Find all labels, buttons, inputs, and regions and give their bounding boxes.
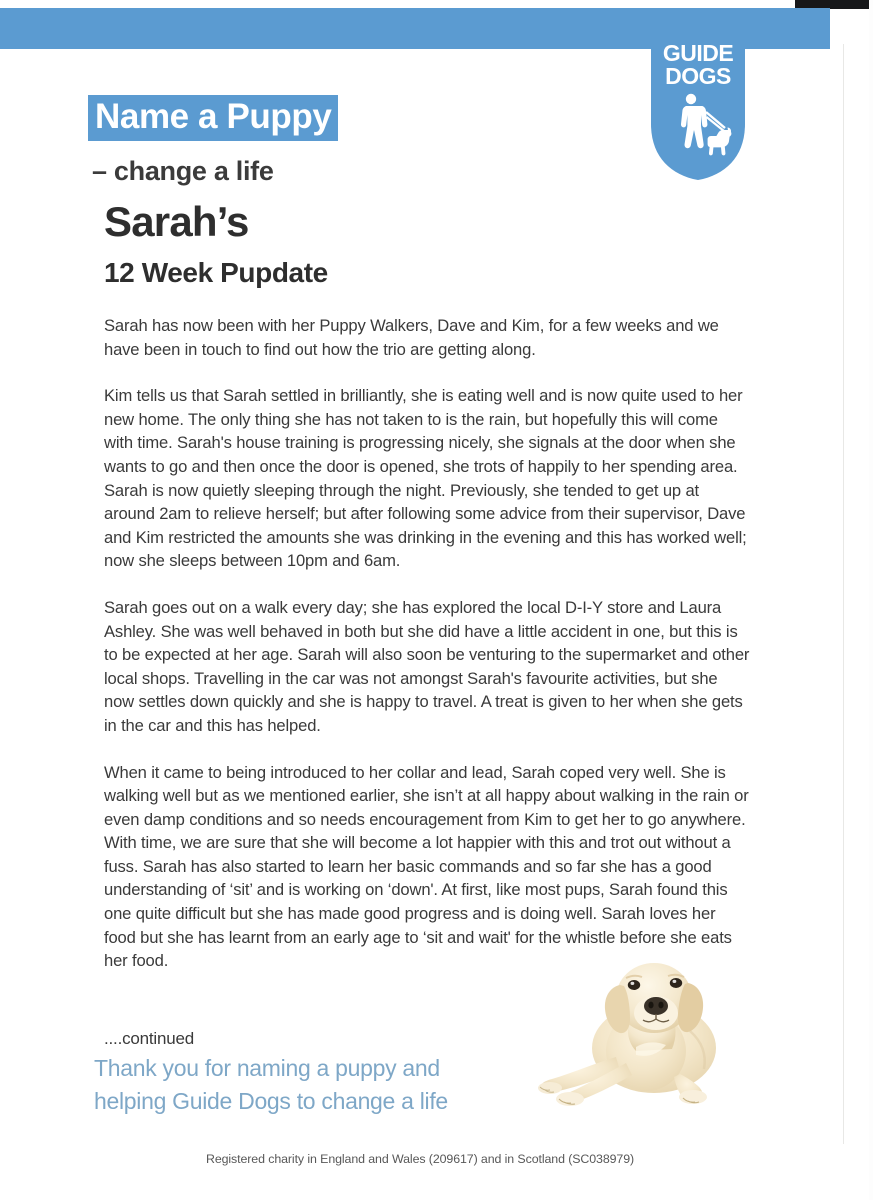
svg-text:GUIDE: GUIDE [662, 40, 734, 66]
update-title-heading: 12 Week Pupdate [104, 257, 328, 288]
thank-you-message [94, 1052, 524, 1118]
campaign-tagline: – change a life [92, 156, 274, 186]
body-paragraph: Sarah has now been with her Puppy Walkers, Dave and Kim, for a few weeks and we have been in touch to find out how the trio are getting along. [104, 316, 719, 359]
body-paragraph: Sarah goes out on a walk every day; she has explored the local D-I-Y store and Laura Ashley. She was well behaved in both but she did have a little accident in one, but this is to be expected at her age. Sarah will also soon be venturing to the supermarket and other local shops. Travelling in the car was not amongst Sarah's favourite activities, but she now settles down quickly and she is happy to travel. A treat is given to her when she gets in the car and this has helped. [104, 597, 750, 735]
guide-dogs-logo [651, 8, 745, 181]
continued-note: ....continued [104, 1029, 195, 1048]
puppy-photo [504, 951, 748, 1111]
campaign-title: Name a Puppy [88, 95, 338, 141]
body-copy [104, 314, 750, 973]
thank-you-line-2: helping Guide Dogs to change a life [94, 1088, 448, 1114]
charity-registration-footer: Registered charity in England and Wales (209617) and in Scotland (SC038979) [205, 1152, 635, 1166]
paper-edge-line [843, 44, 844, 1144]
body-paragraph: When it came to being introduced to her collar and lead, Sarah coped very well. She is walking well but as we mentioned earlier, she isn’t at all happy about walking in the rain or even damp conditions and so needs encouragement from Kim to get her to go anywhere. With time, we are sure that she will become a lot happier with this and trot out without a fuss. Sarah has also started to learn her basic commands and so far she has a good understanding of ‘sit’ and is working on ‘down'. At first, like most pups, Sarah found this one quite difficult but she has made good progress and is doing well. Sarah loves her food but she has learnt from an early age to ‘sit and wait' for the whistle before she eats her food. [104, 762, 749, 971]
svg-text:DOGS: DOGS [665, 63, 731, 89]
body-paragraph: Kim tells us that Sarah settled in brilliantly, she is eating well and is now quite used to her new home. The only thing she has not taken to is the rain, but hopefully this will come with time. Sarah's house training is progressing nicely, she signals at the door when she wants to go and then once the door is opened, she trots of happily to her spending area. Sarah is now quietly sleeping through the night. Previously, she tended to get up at around 2am to relieve herself; but after following some advice from their supervisor, Dave and Kim restricted the amounts she was drinking in the evening and this has worked well; now she sleeps between 10pm and 6am. [104, 386, 747, 571]
thank-you-line-1: Thank you for naming a puppy and [94, 1055, 440, 1081]
puppy-name-heading: Sarah’s [104, 198, 249, 245]
scan-right-margin [869, 0, 873, 1200]
